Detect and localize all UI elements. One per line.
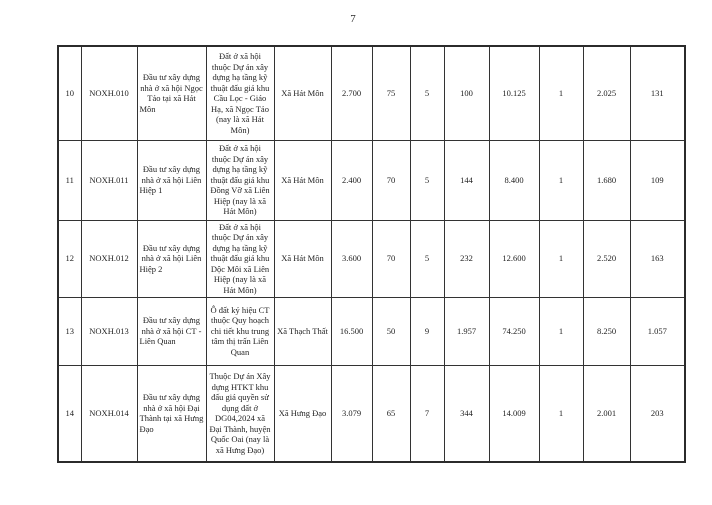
project-name-cell: Đầu tư xây dựng nhà ở xã hội Ngọc Tảo tại xã Hát Môn [137,46,206,140]
page-number: 7 [350,13,356,25]
value-cell: 100 [444,46,489,140]
value-cell: 1 [539,297,583,365]
value-cell: 163 [630,220,685,297]
row-number-cell: 13 [58,297,81,365]
value-cell: 1.957 [444,297,489,365]
value-cell: 3.600 [331,220,372,297]
location-cell: Xã Thạch Thất [274,297,331,365]
value-cell: 10.125 [489,46,539,140]
project-code-cell: NOXH.012 [81,220,137,297]
table-row [58,365,685,462]
project-code-cell: NOXH.013 [81,297,137,365]
value-cell: 344 [444,365,489,462]
table-row [58,46,685,140]
value-cell: 109 [630,140,685,220]
land-description-cell: Thuộc Dự án Xây dựng HTKT khu đấu giá quyền sử dụng đất ở DG04,2024 xã Đại Thành, huyện Quốc Oai (nay là xã Hưng Đạo) [206,365,274,462]
project-name-cell: Đầu tư xây dựng nhà ở xã hội Liên Hiệp 2 [137,220,206,297]
value-cell: 70 [372,220,410,297]
table-row [58,220,685,297]
value-cell: 75 [372,46,410,140]
location-cell: Xã Hát Môn [274,46,331,140]
value-cell: 8.400 [489,140,539,220]
value-cell: 65 [372,365,410,462]
land-description-cell: Đất ở xã hội thuộc Dự án xây dựng hạ tầng kỹ thuật đấu giá khu Cầu Lọc - Giáo Hạ, xã Ngọc Tảo (nay là xã Hát Môn) [206,46,274,140]
location-cell: Xã Hát Môn [274,220,331,297]
value-cell: 14.009 [489,365,539,462]
table-row [58,297,685,365]
row-number-cell: 11 [58,140,81,220]
value-cell: 2.001 [583,365,630,462]
table-row [58,140,685,220]
value-cell: 5 [410,220,444,297]
value-cell: 1 [539,220,583,297]
value-cell: 131 [630,46,685,140]
value-cell: 74.250 [489,297,539,365]
row-number-cell: 14 [58,365,81,462]
value-cell: 1 [539,46,583,140]
land-description-cell: Ô đất ký hiệu CT thuộc Quy hoạch chi tiết khu trung tâm thị trấn Liên Quan [206,297,274,365]
land-description-cell: Đất ở xã hội thuộc Dự án xây dựng hạ tầng kỹ thuật đấu giá khu Dộc Môi xã Liên Hiệp (nay là xã Hát Môn) [206,220,274,297]
value-cell: 12.600 [489,220,539,297]
project-name-cell: Đầu tư xây dựng nhà ở xã hội Liên Hiệp 1 [137,140,206,220]
value-cell: 8.250 [583,297,630,365]
project-code-cell: NOXH.010 [81,46,137,140]
value-cell: 2.400 [331,140,372,220]
value-cell: 1 [539,365,583,462]
location-cell: Xã Hát Môn [274,140,331,220]
value-cell: 1.680 [583,140,630,220]
row-number-cell: 10 [58,46,81,140]
value-cell: 50 [372,297,410,365]
value-cell: 2.700 [331,46,372,140]
value-cell: 5 [410,46,444,140]
value-cell: 1 [539,140,583,220]
location-cell: Xã Hưng Đạo [274,365,331,462]
value-cell: 7 [410,365,444,462]
projects-table [57,45,686,463]
value-cell: 2.520 [583,220,630,297]
value-cell: 16.500 [331,297,372,365]
value-cell: 144 [444,140,489,220]
project-name-cell: Đầu tư xây dựng nhà ở xã hội Đại Thành tại xã Hưng Đạo [137,365,206,462]
value-cell: 232 [444,220,489,297]
row-number-cell: 12 [58,220,81,297]
project-code-cell: NOXH.011 [81,140,137,220]
value-cell: 70 [372,140,410,220]
value-cell: 2.025 [583,46,630,140]
value-cell: 3.079 [331,365,372,462]
land-description-cell: Đất ở xã hội thuộc Dự án xây dựng hạ tầng kỹ thuật đấu giá khu Đồng Vỡ xã Liên Hiệp (nay là xã Hát Môn) [206,140,274,220]
project-code-cell: NOXH.014 [81,365,137,462]
value-cell: 1.057 [630,297,685,365]
project-name-cell: Đầu tư xây dựng nhà ở xã hội CT - Liên Quan [137,297,206,365]
value-cell: 9 [410,297,444,365]
value-cell: 203 [630,365,685,462]
value-cell: 5 [410,140,444,220]
